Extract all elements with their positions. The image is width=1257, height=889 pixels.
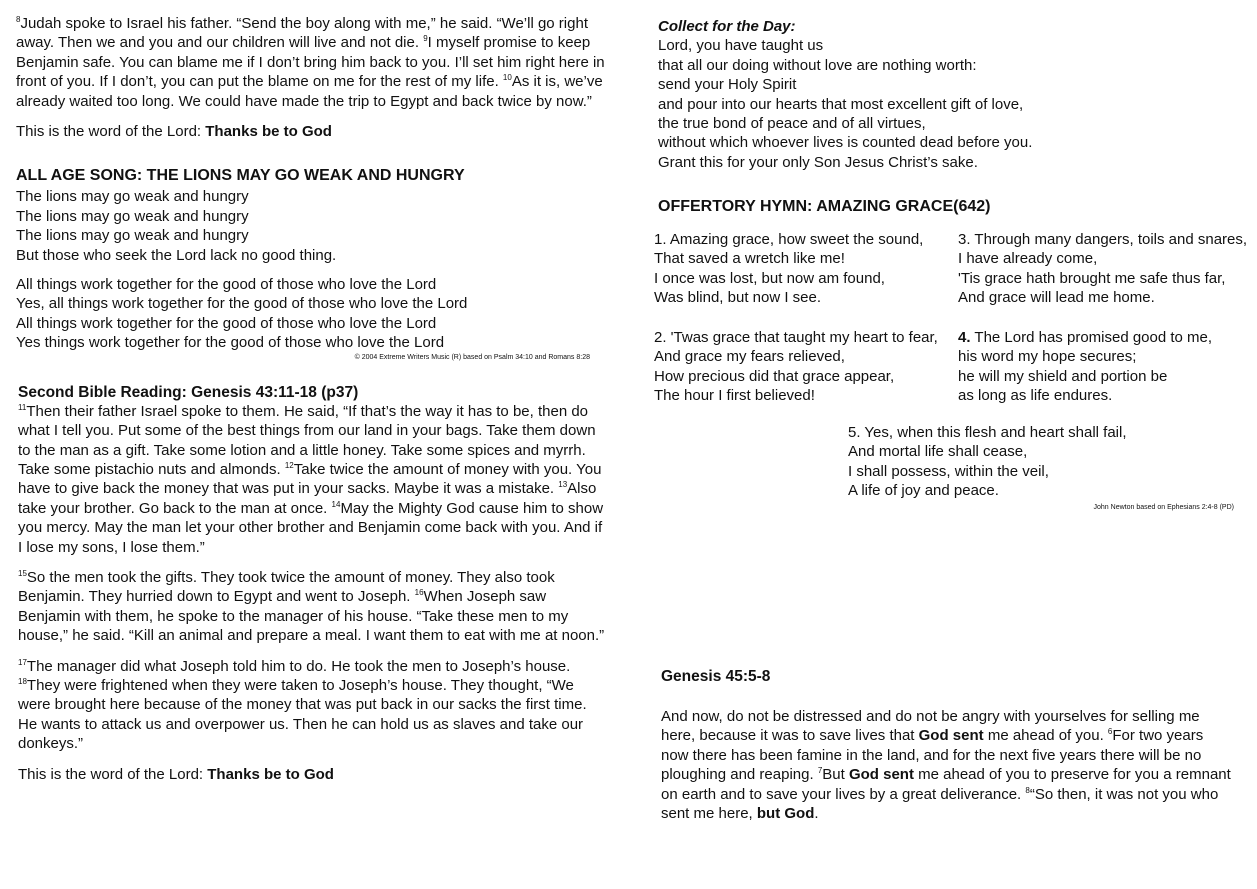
reading2-title: Second Bible Reading: Genesis 43:11-18 (p37) xyxy=(18,383,359,401)
hymn-credit: John Newton based on Ephesians 2:4-8 (PD) xyxy=(1093,504,1234,511)
hymn-verse-2: 2. 'Twas grace that taught my heart to fear, And grace my fears relieved, How precious did that grace appear, The hour I first believed! xyxy=(654,329,938,405)
collect-title: Collect for the Day: xyxy=(658,18,796,35)
hymn-verse-5: 5. Yes, when this flesh and heart shall fail, And mortal life shall cease, I shall possess, within the veil, A life of joy and peace. xyxy=(848,424,1127,500)
verse-number: 8 xyxy=(16,15,21,24)
reading1-text: $^8$Judah spoke to Israel his father. “Send the boy along with me,” he said. “We’ll go right away. Then we and you and our children will live and not die. $^9$I myself promise to keep Benjamin safe. You can blame me if I don’t bring him back to you. I’ll set him right here in front of you. If I don’t, you can put the blame on me for the rest of my life. $^{10}$As it is, we’ve already waited too long. We could have made the trip to Egypt and back twice by now.” xyxy=(16,15,605,110)
reading2-response: This is the word of the Lord: Thanks be to God xyxy=(18,765,334,783)
genesis45-text: And now, do not be distressed and do not be angry with yourselves for selling me here, because it was to save lives that God sent me ahead of you. $^6$For two years now there has been famine in the land, and for the next five years there will be no ploughing and reaping. $^7$But God sent me ahead of you to preserve for you a remnant on earth and to save your lives by a great deliverance. $^8$“So then, it was not you who sent me here, but God. xyxy=(661,708,1231,823)
song-verse: The lions may go weak and hungry The lions may go weak and hungry The lions may go weak and hungry But those who seek the Lord lack no good thing. xyxy=(16,188,337,264)
hymn-verse-1: 1. Amazing grace, how sweet the sound, That saved a wretch like me! I once was lost, but now am found, Was blind, but now I see. xyxy=(654,231,924,307)
hymn-title: OFFERTORY HYMN: AMAZING GRACE(642) xyxy=(658,198,991,216)
verse-number: 9 xyxy=(423,34,428,44)
reading2-para2: $^{15}$So the men took the gifts. They took twice the amount of money. They also took Benjamin. They hurried down to Egypt and went to Joseph. $^{16}$When Joseph saw Benjamin with them, he spoke to the manager of his house. “Take these men to my house,” he said. “Kill an animal and prepare a meal. I want them to eat with me at noon.” xyxy=(18,568,605,645)
verse-number: 10 xyxy=(502,73,512,83)
song-credit: © 2004 Extreme Writers Music (R) based on Psalm 34:10 and Romans 8:28 xyxy=(354,353,590,361)
hymn-verse-3: 3. Through many dangers, toils and snares, I have already come, 'Tis grace hath brought me safe thus far, And grace will lead me home. xyxy=(958,231,1248,307)
song-title: ALL AGE SONG: THE LIONS MAY GO WEAK AND HUNGRY xyxy=(16,167,465,185)
hymn-verse-4: 4. The Lord has promised good to me, his word my hope secures; he will my shield and portion be as long as life endures. xyxy=(958,329,1213,405)
song-chorus: All things work together for the good of those who love the Lord Yes, all things work together for the good of those who love the Lord All things work together for the good of those who love the Lord Yes things work together for the good of those who love the Lord xyxy=(16,276,468,352)
genesis45-section xyxy=(661,667,1231,823)
collect-text: Lord, you have taught us that all our doing without love are nothing worth: send your Holy Spirit and pour into our hearts that most excellent gift of love, the true bond of peace and of all virtues, without which whoever lives is counted dead before you. Grant this for your only Son Jesus Christ’s sake. xyxy=(658,37,1033,171)
right-column xyxy=(658,17,1243,217)
left-column xyxy=(16,14,606,784)
reading2-para3: $^{17}$The manager did what Joseph told him to do. He took the men to Joseph’s house. $^{18}$They were frightened when they were taken to Joseph’s house. They thought, “We were brought here because of the money that was put back in our sacks the first time. He wants to attack us and overpower us. Then he can hold us as slaves and take our donkeys.” xyxy=(18,657,587,753)
genesis45-title: Genesis 45:5-8 xyxy=(661,668,771,685)
reading2-para1: $^{11}$Then their father Israel spoke to them. He said, “If that’s the way it has to be, then do what I tell you. Put some of the best things from our land in your bags. Take them down to the man as a gift. Take some lotion and a little honey. Take some spices and myrrh. Take some pistachio nuts and almonds. $^{12}$Take twice the amount of money with you. You have to give back the money that was put in your sacks. Maybe it was a mistake. $^{13}$Also take your brother. Go back to the man at once. $^{14}$May the Mighty God cause him to show you mercy. May the man let your other brother and Benjamin come back with you. And if I lose my sons, I lose them.” xyxy=(18,402,604,556)
reading1-response: This is the word of the Lord: Thanks be to God xyxy=(16,123,332,141)
